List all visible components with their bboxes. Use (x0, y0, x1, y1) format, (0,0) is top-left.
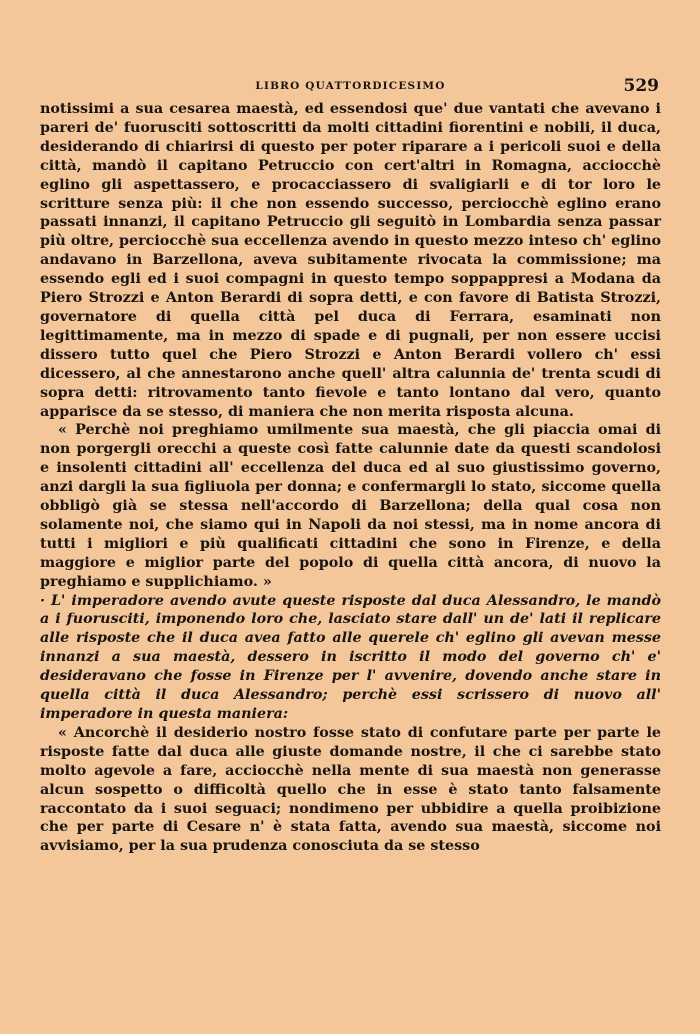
book-page (40, 78, 661, 856)
paragraph-3: · L' imperadore avendo avute queste risposte dal duca Alessandro, le mandò a i fuorusciti, imponendo loro che, lasciato stare dall' un de' lati il replicare alle risposte che il duca avea fatto alle querele ch' eglino gli avevan messe innanzi a sua maestà, dessero in iscritto il modo del governo ch' e' desideravano che fosse in Firenze per l' avvenire, dovendo anche stare in quella città il duca Alessandro; perchè essi scrissero di nuovo all' imperadore in questa maniera: (40, 592, 661, 722)
paragraph-2: « Perchè noi preghiamo umilmente sua maestà, che gli piaccia omai di non porgergli orecchi a queste così fatte calunnie date da questi scandolosi e insolenti cittadini all' eccellenza del duca ed al suo giustissimo governo, anzi dargli la sua figliuola per donna; e confermargli lo stato, siccome quella obbligò già se stessa nell'accordo di Barzellona; della qual cosa non solamente noi, che siamo qui in Napoli da noi stessi, ma in nome ancora di tutti i migliori e più qualificati cittadini che sono in Firenze, e della maggiore e miglior parte del popolo di quella città ancora, di nuovo la preghiamo e supplichiamo. » (40, 422, 661, 590)
paragraph-1: notissimi a sua cesarea maestà, ed essendosi que' due vantati che avevano i pareri de' fuorusciti sottoscritti da molti cittadini fiorentini e nobili, il duca, desiderando di chiarirsi di questo per poter riparare a i pericoli suoi e della città, mandò il capitano Petruccio con cert'altri in Romagna, acciocchè eglino gli aspettassero, e procacciassero di svaligiarli e di tor loro le scritture senza più: il che non essendo successo, perciocchè eglino erano passati innanzi, il capitano Petruccio gli seguitò in Lombardia senza passar più oltre, perciocchè sua eccellenza avendo in questo mezzo inteso ch' eglino andavano in Barzellona, aveva subitamente rivocata la commissione; ma essendo egli ed i suoi compagni in questo tempo soppappresi a Modana da Piero Strozzi e Anton Berardi di sopra detti, e con favore di Batista Strozzi, governatore di quella città pel duca di Ferrara, esaminati non legittimamente, ma in mezzo di spade e di pugnali, per non essere uccisi dissero tutto quel che Piero Strozzi e Anton Berardi vollero ch' essi dicessero, al che annestarono anche quell' altra calunnia de' trenta scudi di sopra detti: ritrovamento tanto fievole e tanto lontano dal vero, quanto apparisce da se stesso, di maniera che non merita risposta alcuna. (40, 101, 661, 420)
page-number: 529 (623, 76, 659, 96)
running-head (40, 78, 661, 100)
paragraph-4: « Ancorchè il desiderio nostro fosse stato di confutare parte per parte le risposte fatte dal duca alle giuste domande nostre, il che ci sarebbe stato molto agevole a fare, acciocchè nella mente di sua maestà non generasse alcun sospetto o difficoltà quello che in esse è stato tanto falsamente raccontato da i suoi seguaci; nondimeno per ubbidire a quella proibizione che per parte di Cesare n' è stata fatta, avendo sua maestà, siccome noi avvisiamo, per la sua prudenza conosciuta da se stesso (40, 724, 661, 855)
running-title: LIBRO QUATTORDICESIMO (255, 80, 446, 92)
body-text (40, 100, 661, 856)
